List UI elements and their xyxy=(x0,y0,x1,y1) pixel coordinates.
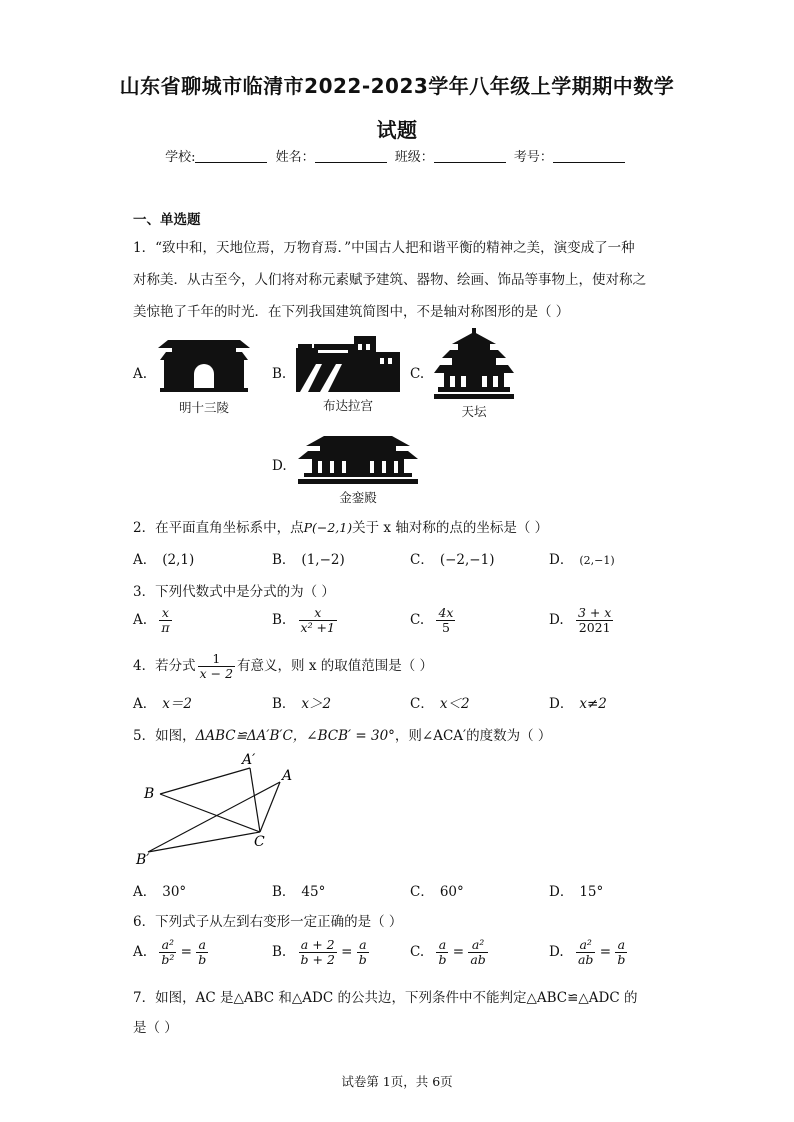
name-label: 姓名： xyxy=(275,150,315,165)
q2-point: P(−2,1) xyxy=(303,520,353,535)
section-heading: 一、单选题 xyxy=(133,212,201,228)
q5-option-d: D． 15° xyxy=(549,884,604,900)
label-a-prime: A′ xyxy=(242,752,256,768)
q1-text-line3: 美惊艳了千年的时光．在下列我国建筑简图中，不是轴对称图形的是（ ） xyxy=(133,304,570,320)
q2-text xyxy=(133,516,548,536)
class-label: 班级： xyxy=(394,150,434,165)
q2-option-d: D． (2,−1) xyxy=(549,552,615,568)
q4-option-c: C． x＜2 xyxy=(410,696,470,712)
q4-text: 4．若分式 $\frac{1}{x - 2}$ 有意义，则 x 的取值范围是（ ） xyxy=(133,651,434,681)
q1-option-b-caption: 布达拉宫 xyxy=(322,398,373,413)
q6-option-a: A. $\frac{\text{a²}}{\text{b²}}$ = $\frac{a}{b}$ xyxy=(133,937,207,967)
q5-triangle-diagram xyxy=(134,752,304,868)
q1-option-a-caption: 明十三陵 xyxy=(178,400,229,415)
q1-option-d-letter: D. xyxy=(272,458,287,474)
q1-text-line2: 对称美．从古至今，人们将对称元素赋予建筑、器物、绘画、饰品等事物上，使对称之 xyxy=(133,272,646,288)
q7-text-line2: 是（ ） xyxy=(133,1020,178,1036)
q3-option-c: C. $\frac{4x}{5}$ xyxy=(410,605,454,635)
q1-option-b-letter: B. xyxy=(272,366,287,382)
q2-suffix: 关于 x 轴对称的点的坐标是（ ） xyxy=(352,520,549,536)
page-title-continued: 试题 xyxy=(376,118,418,142)
name-blank[interactable] xyxy=(315,150,387,163)
q2-option-b: B． (1,−2) xyxy=(272,552,345,568)
q1-option-c-letter: C. xyxy=(410,366,425,382)
school-blank[interactable] xyxy=(195,150,267,163)
potala-icon xyxy=(296,334,400,392)
q2-prefix: 2．在平面直角坐标系中，点 xyxy=(133,520,304,536)
school-label: 学校: xyxy=(165,150,196,165)
q2-option-c: C． (−2,−1) xyxy=(410,552,495,568)
q1-text-line1: 1．“致中和，天地位焉，万物育焉．”中国古人把和谐平衡的精神之美，演变成了一种 xyxy=(133,240,635,256)
exam-no-label: 考号： xyxy=(513,150,553,165)
page-title: 山东省聊城市临清市2022-2023学年八年级上学期期中数学 xyxy=(119,74,675,98)
palace-hall-icon xyxy=(298,432,418,484)
q1-option-c-caption: 天坛 xyxy=(461,404,487,419)
q4-option-d: D． x≠2 xyxy=(549,696,607,712)
q3-option-a: A. $\frac{x}{\pi}$ xyxy=(133,605,170,635)
label-b-prime: B′ xyxy=(136,852,150,868)
q4-option-a: A． x＝2 xyxy=(133,696,192,712)
q5-text: 5．如图，ΔABC≌ΔA′B′C，∠BCB′ = 30°，则∠ACA′的度数为（ ） xyxy=(133,728,552,744)
q6-option-d: D. $\frac{\text{a²}}{ab}$ = $\frac{a}{b}$ xyxy=(549,937,626,967)
q3-text: 3．下列代数式中是分式的为（ ） xyxy=(133,584,335,600)
q6-option-c: C. $\frac{a}{b}$ = $\frac{\text{a²}}{ab}$ xyxy=(410,937,486,967)
label-b: B xyxy=(144,786,155,802)
q1-option-a-letter: A. xyxy=(133,366,148,382)
q3-option-b: B. $\frac{x}{\text{x² +1}}$ xyxy=(272,605,335,635)
label-c: C xyxy=(254,834,265,850)
class-blank[interactable] xyxy=(434,150,506,163)
student-info-line xyxy=(0,146,794,165)
tomb-icon xyxy=(158,330,250,392)
label-a: A xyxy=(282,768,293,784)
q1-option-d-caption: 金銮殿 xyxy=(339,490,377,505)
exam-no-blank[interactable] xyxy=(553,150,625,163)
q7-text-line1: 7．如图，AC 是△ABC 和△ADC 的公共边，下列条件中不能判定△ABC≌△ADC 的 xyxy=(133,990,638,1006)
q5-option-c: C． 60° xyxy=(410,884,464,900)
q6-option-b: B. $\frac{a + 2}{b + 2}$ = $\frac{a}{b}$ xyxy=(272,937,367,967)
temple-of-heaven-icon xyxy=(434,328,514,400)
q3-option-d: D. $\frac{3 + x}{2021}$ xyxy=(549,605,612,635)
q6-text: 6．下列式子从左到右变形一定正确的是（ ） xyxy=(133,914,403,930)
q4-option-b: B． x＞2 xyxy=(272,696,332,712)
q5-option-b: B． 45° xyxy=(272,884,326,900)
page-footer: 试卷第 1页，共 6页 xyxy=(341,1074,453,1089)
q5-option-a: A． 30° xyxy=(133,884,187,900)
q2-option-a: A． (2,1) xyxy=(133,552,195,568)
